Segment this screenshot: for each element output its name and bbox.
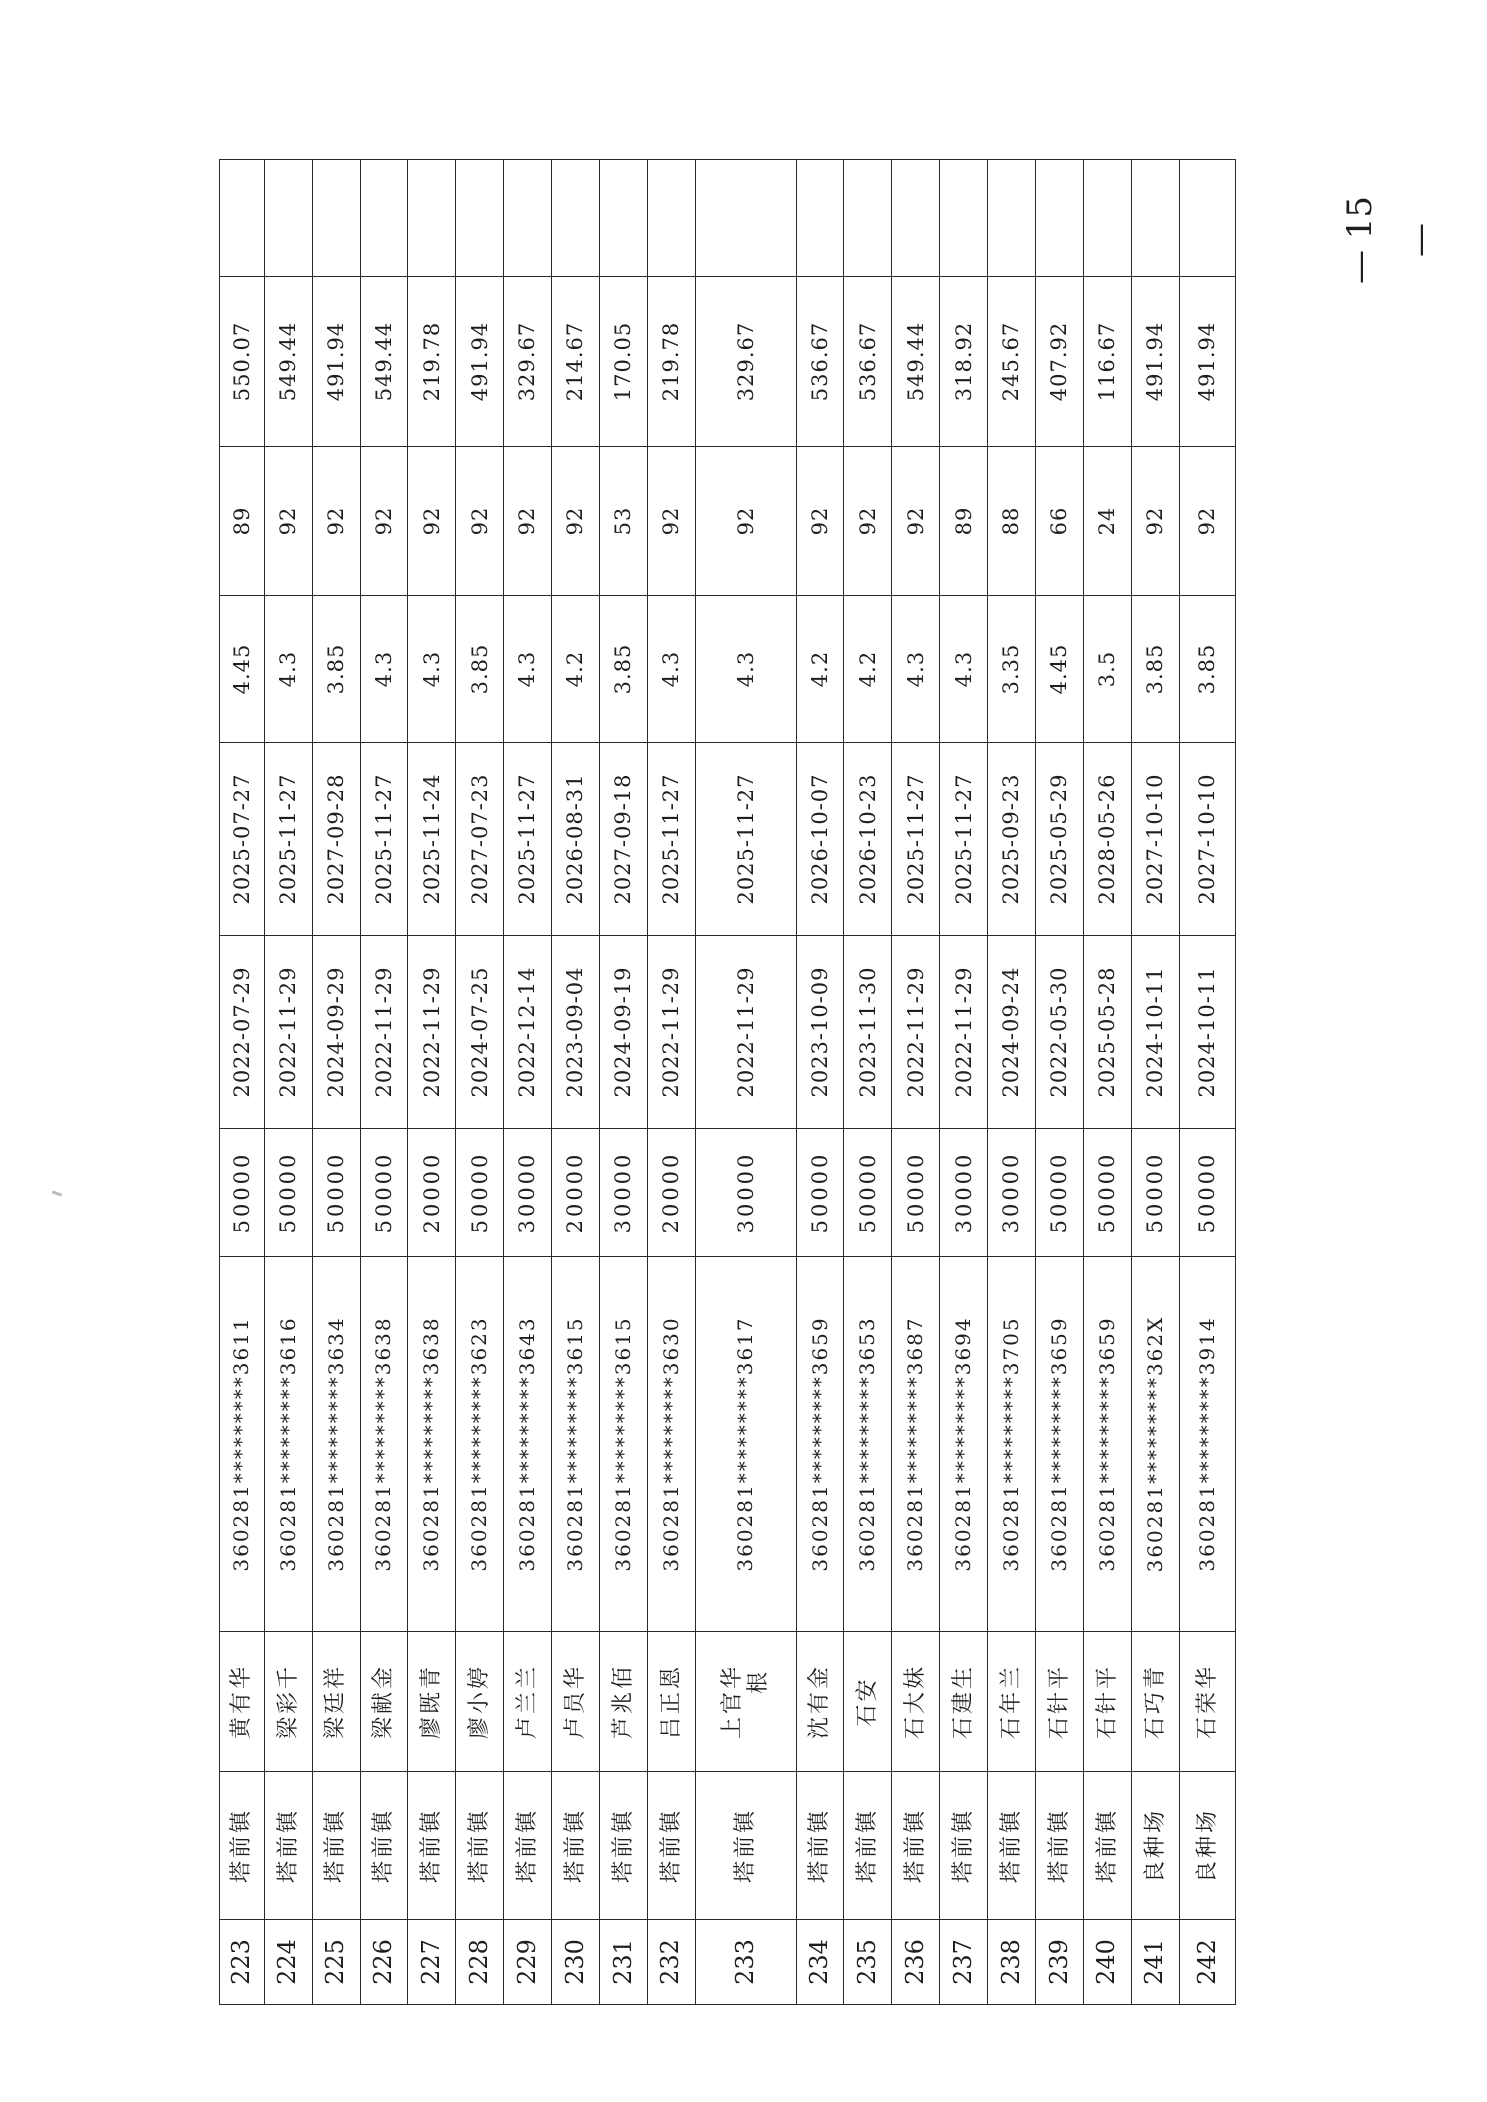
row-index-cell: 229 <box>504 1920 552 2005</box>
remarks-cell <box>844 160 892 277</box>
end-date-cell: 2028-05-26 <box>1083 743 1131 936</box>
remarks-cell <box>695 160 796 277</box>
remarks-cell <box>264 160 312 277</box>
start-date-cell: 2024-10-11 <box>1179 936 1235 1129</box>
end-date-cell: 2026-08-31 <box>552 743 600 936</box>
subsidy-amount-cell: 550.07 <box>220 277 265 447</box>
end-date-cell: 2025-11-27 <box>504 743 552 936</box>
page-number: — 15 — <box>1340 195 1440 285</box>
remarks-cell <box>1035 160 1083 277</box>
interest-rate-cell: 4.2 <box>844 596 892 743</box>
end-date-cell: 2026-10-07 <box>796 743 844 936</box>
loan-amount-cell: 50000 <box>1083 1129 1131 1257</box>
township-cell: 塔前镇 <box>892 1772 940 1920</box>
end-date-cell: 2027-09-18 <box>599 743 647 936</box>
id-number-cell: 360281*********3611 <box>220 1257 265 1632</box>
start-date-cell: 2023-10-09 <box>796 936 844 1129</box>
township-cell: 塔前镇 <box>220 1772 265 1920</box>
interest-days-cell: 92 <box>1179 447 1235 596</box>
borrower-name-cell: 卢员华 <box>552 1632 600 1772</box>
subsidy-amount-cell: 536.67 <box>796 277 844 447</box>
borrower-name-cell: 廖小婷 <box>456 1632 504 1772</box>
table-row <box>456 160 504 2005</box>
borrower-name-cell: 吕正恩 <box>647 1632 695 1772</box>
id-number-cell: 360281*********3653 <box>844 1257 892 1632</box>
id-number-cell: 360281*********3616 <box>264 1257 312 1632</box>
township-cell: 塔前镇 <box>408 1772 456 1920</box>
interest-days-cell: 92 <box>360 447 408 596</box>
borrower-name-line1: 上官华 <box>720 1664 746 1740</box>
loan-subsidy-table <box>219 159 1236 2005</box>
township-cell: 塔前镇 <box>360 1772 408 1920</box>
interest-rate-cell: 3.35 <box>988 596 1036 743</box>
subsidy-amount-cell: 407.92 <box>1035 277 1083 447</box>
subsidy-amount-cell: 219.78 <box>408 277 456 447</box>
interest-rate-cell: 4.3 <box>504 596 552 743</box>
borrower-name-cell <box>695 1632 796 1772</box>
subsidy-amount-cell: 491.94 <box>1131 277 1179 447</box>
start-date-cell: 2024-09-24 <box>988 936 1036 1129</box>
start-date-cell: 2024-09-19 <box>599 936 647 1129</box>
interest-rate-cell: 4.3 <box>408 596 456 743</box>
interest-days-cell: 92 <box>695 447 796 596</box>
borrower-name-cell: 石巧青 <box>1131 1632 1179 1772</box>
row-index-cell: 237 <box>940 1920 988 2005</box>
table-row <box>1083 160 1131 2005</box>
id-number-cell: 360281*********3914 <box>1179 1257 1235 1632</box>
rotated-table-wrapper <box>219 160 1236 2005</box>
start-date-cell: 2024-09-29 <box>312 936 360 1129</box>
township-cell: 塔前镇 <box>796 1772 844 1920</box>
start-date-cell: 2022-12-14 <box>504 936 552 1129</box>
id-number-cell: 360281*********3659 <box>1083 1257 1131 1632</box>
row-index-cell: 224 <box>264 1920 312 2005</box>
subsidy-amount-cell: 549.44 <box>360 277 408 447</box>
subsidy-amount-cell: 219.78 <box>647 277 695 447</box>
start-date-cell: 2022-11-29 <box>647 936 695 1129</box>
end-date-cell: 2027-07-23 <box>456 743 504 936</box>
township-cell: 塔前镇 <box>695 1772 796 1920</box>
start-date-cell: 2022-07-29 <box>220 936 265 1129</box>
remarks-cell <box>1083 160 1131 277</box>
subsidy-amount-cell: 549.44 <box>264 277 312 447</box>
start-date-cell: 2022-11-29 <box>264 936 312 1129</box>
remarks-cell <box>456 160 504 277</box>
interest-days-cell: 92 <box>796 447 844 596</box>
loan-amount-cell: 50000 <box>312 1129 360 1257</box>
table-row <box>796 160 844 2005</box>
end-date-cell: 2025-11-27 <box>647 743 695 936</box>
interest-rate-cell: 3.5 <box>1083 596 1131 743</box>
end-date-cell: 2025-11-27 <box>695 743 796 936</box>
row-index-cell: 233 <box>695 1920 796 2005</box>
row-index-cell: 236 <box>892 1920 940 2005</box>
interest-days-cell: 92 <box>647 447 695 596</box>
table-row <box>360 160 408 2005</box>
row-index-cell: 230 <box>552 1920 600 2005</box>
subsidy-amount-cell: 214.67 <box>552 277 600 447</box>
remarks-cell <box>647 160 695 277</box>
table-row <box>552 160 600 2005</box>
interest-rate-cell: 3.85 <box>312 596 360 743</box>
row-index-cell: 232 <box>647 1920 695 2005</box>
loan-amount-cell: 50000 <box>1179 1129 1235 1257</box>
start-date-cell: 2022-11-29 <box>940 936 988 1129</box>
interest-days-cell: 92 <box>504 447 552 596</box>
remarks-cell <box>312 160 360 277</box>
interest-days-cell: 24 <box>1083 447 1131 596</box>
table-row <box>988 160 1036 2005</box>
scan-speck <box>52 1190 62 1196</box>
end-date-cell: 2025-11-27 <box>264 743 312 936</box>
row-index-cell: 241 <box>1131 1920 1179 2005</box>
borrower-name-cell: 卢兰兰 <box>504 1632 552 1772</box>
subsidy-amount-cell: 170.05 <box>599 277 647 447</box>
end-date-cell: 2027-09-28 <box>312 743 360 936</box>
id-number-cell: 360281*********3630 <box>647 1257 695 1632</box>
township-cell: 塔前镇 <box>988 1772 1036 1920</box>
interest-rate-cell: 4.45 <box>220 596 265 743</box>
loan-amount-cell: 30000 <box>504 1129 552 1257</box>
table-row <box>892 160 940 2005</box>
loan-amount-cell: 50000 <box>1035 1129 1083 1257</box>
interest-rate-cell: 3.85 <box>1131 596 1179 743</box>
id-number-cell: 360281*********3634 <box>312 1257 360 1632</box>
table-row <box>504 160 552 2005</box>
borrower-name-line2: 根 <box>745 1669 771 1695</box>
interest-rate-cell: 3.85 <box>599 596 647 743</box>
table-row <box>1179 160 1235 2005</box>
remarks-cell <box>552 160 600 277</box>
table-row <box>312 160 360 2005</box>
remarks-cell <box>504 160 552 277</box>
remarks-cell <box>408 160 456 277</box>
start-date-cell: 2022-11-29 <box>360 936 408 1129</box>
row-index-cell: 231 <box>599 1920 647 2005</box>
subsidy-amount-cell: 329.67 <box>504 277 552 447</box>
borrower-name-cell: 石建生 <box>940 1632 988 1772</box>
interest-rate-cell: 4.2 <box>552 596 600 743</box>
interest-rate-cell: 4.2 <box>796 596 844 743</box>
subsidy-amount-cell: 245.67 <box>988 277 1036 447</box>
township-cell: 塔前镇 <box>940 1772 988 1920</box>
loan-amount-cell: 20000 <box>552 1129 600 1257</box>
start-date-cell: 2022-05-30 <box>1035 936 1083 1129</box>
row-index-cell: 235 <box>844 1920 892 2005</box>
end-date-cell: 2025-11-24 <box>408 743 456 936</box>
township-cell: 塔前镇 <box>647 1772 695 1920</box>
row-index-cell: 227 <box>408 1920 456 2005</box>
interest-days-cell: 92 <box>1131 447 1179 596</box>
interest-days-cell: 92 <box>408 447 456 596</box>
loan-amount-cell: 30000 <box>940 1129 988 1257</box>
table-row <box>647 160 695 2005</box>
borrower-name-cell: 梁彩千 <box>264 1632 312 1772</box>
subsidy-amount-cell: 318.92 <box>940 277 988 447</box>
interest-days-cell: 92 <box>892 447 940 596</box>
subsidy-amount-cell: 329.67 <box>695 277 796 447</box>
row-index-cell: 225 <box>312 1920 360 2005</box>
end-date-cell: 2026-10-23 <box>844 743 892 936</box>
subsidy-amount-cell: 491.94 <box>312 277 360 447</box>
borrower-name-cell: 梁献金 <box>360 1632 408 1772</box>
id-number-cell: 360281*********362X <box>1131 1257 1179 1632</box>
township-cell: 塔前镇 <box>1083 1772 1131 1920</box>
row-index-cell: 238 <box>988 1920 1036 2005</box>
borrower-name-cell: 芦兆佰 <box>599 1632 647 1772</box>
row-index-cell: 228 <box>456 1920 504 2005</box>
interest-days-cell: 92 <box>844 447 892 596</box>
remarks-cell <box>940 160 988 277</box>
id-number-cell: 360281*********3705 <box>988 1257 1036 1632</box>
loan-amount-cell: 50000 <box>844 1129 892 1257</box>
interest-rate-cell: 3.85 <box>456 596 504 743</box>
borrower-name-cell: 石安 <box>844 1632 892 1772</box>
interest-rate-cell: 4.45 <box>1035 596 1083 743</box>
borrower-name-cell: 梁廷祥 <box>312 1632 360 1772</box>
start-date-cell: 2024-07-25 <box>456 936 504 1129</box>
interest-rate-cell: 4.3 <box>360 596 408 743</box>
interest-days-cell: 89 <box>940 447 988 596</box>
start-date-cell: 2022-11-29 <box>695 936 796 1129</box>
loan-amount-cell: 50000 <box>264 1129 312 1257</box>
end-date-cell: 2025-07-27 <box>220 743 265 936</box>
id-number-cell: 360281*********3638 <box>360 1257 408 1632</box>
loan-amount-cell: 20000 <box>647 1129 695 1257</box>
table-row <box>1131 160 1179 2005</box>
township-cell: 塔前镇 <box>552 1772 600 1920</box>
subsidy-amount-cell: 116.67 <box>1083 277 1131 447</box>
end-date-cell: 2025-11-27 <box>940 743 988 936</box>
start-date-cell: 2025-05-28 <box>1083 936 1131 1129</box>
loan-amount-cell: 20000 <box>408 1129 456 1257</box>
table-row <box>695 160 796 2005</box>
interest-rate-cell: 4.3 <box>695 596 796 743</box>
table-row <box>599 160 647 2005</box>
interest-rate-cell: 4.3 <box>892 596 940 743</box>
remarks-cell <box>988 160 1036 277</box>
remarks-cell <box>796 160 844 277</box>
township-cell: 塔前镇 <box>599 1772 647 1920</box>
borrower-name-cell: 黄有华 <box>220 1632 265 1772</box>
table-row <box>1035 160 1083 2005</box>
township-cell: 塔前镇 <box>456 1772 504 1920</box>
interest-rate-cell: 4.3 <box>940 596 988 743</box>
start-date-cell: 2023-09-04 <box>552 936 600 1129</box>
start-date-cell: 2022-11-29 <box>892 936 940 1129</box>
borrower-name-cell: 石荣华 <box>1179 1632 1235 1772</box>
loan-amount-cell: 50000 <box>360 1129 408 1257</box>
loan-amount-cell: 30000 <box>988 1129 1036 1257</box>
end-date-cell: 2025-05-29 <box>1035 743 1083 936</box>
township-cell: 良种场 <box>1131 1772 1179 1920</box>
loan-amount-cell: 50000 <box>220 1129 265 1257</box>
row-index-cell: 239 <box>1035 1920 1083 2005</box>
id-number-cell: 360281*********3659 <box>796 1257 844 1632</box>
row-index-cell: 226 <box>360 1920 408 2005</box>
table-row <box>844 160 892 2005</box>
remarks-cell <box>220 160 265 277</box>
interest-days-cell: 88 <box>988 447 1036 596</box>
borrower-name-cell: 石针平 <box>1083 1632 1131 1772</box>
township-cell: 塔前镇 <box>312 1772 360 1920</box>
id-number-cell: 360281*********3694 <box>940 1257 988 1632</box>
interest-days-cell: 92 <box>264 447 312 596</box>
loan-amount-cell: 50000 <box>892 1129 940 1257</box>
borrower-name-cell: 石大妹 <box>892 1632 940 1772</box>
subsidy-amount-cell: 491.94 <box>456 277 504 447</box>
end-date-cell: 2025-11-27 <box>892 743 940 936</box>
remarks-cell <box>599 160 647 277</box>
borrower-name-cell: 沈有金 <box>796 1632 844 1772</box>
table-row <box>220 160 265 2005</box>
start-date-cell: 2022-11-29 <box>408 936 456 1129</box>
subsidy-amount-cell: 491.94 <box>1179 277 1235 447</box>
subsidy-amount-cell: 549.44 <box>892 277 940 447</box>
id-number-cell: 360281*********3615 <box>599 1257 647 1632</box>
row-index-cell: 234 <box>796 1920 844 2005</box>
id-number-cell: 360281*********3643 <box>504 1257 552 1632</box>
table-row <box>940 160 988 2005</box>
start-date-cell: 2023-11-30 <box>844 936 892 1129</box>
interest-days-cell: 89 <box>220 447 265 596</box>
interest-days-cell: 92 <box>456 447 504 596</box>
start-date-cell: 2024-10-11 <box>1131 936 1179 1129</box>
loan-amount-cell: 30000 <box>599 1129 647 1257</box>
end-date-cell: 2025-09-23 <box>988 743 1036 936</box>
id-number-cell: 360281*********3659 <box>1035 1257 1083 1632</box>
loan-amount-cell: 50000 <box>1131 1129 1179 1257</box>
interest-days-cell: 92 <box>552 447 600 596</box>
remarks-cell <box>892 160 940 277</box>
township-cell: 良种场 <box>1179 1772 1235 1920</box>
end-date-cell: 2025-11-27 <box>360 743 408 936</box>
table-row <box>264 160 312 2005</box>
borrower-name-cell: 石针平 <box>1035 1632 1083 1772</box>
interest-rate-cell: 3.85 <box>1179 596 1235 743</box>
loan-amount-cell: 50000 <box>456 1129 504 1257</box>
township-cell: 塔前镇 <box>1035 1772 1083 1920</box>
row-index-cell: 242 <box>1179 1920 1235 2005</box>
interest-days-cell: 66 <box>1035 447 1083 596</box>
end-date-cell: 2027-10-10 <box>1131 743 1179 936</box>
subsidy-amount-cell: 536.67 <box>844 277 892 447</box>
id-number-cell: 360281*********3617 <box>695 1257 796 1632</box>
row-index-cell: 240 <box>1083 1920 1131 2005</box>
id-number-cell: 360281*********3687 <box>892 1257 940 1632</box>
id-number-cell: 360281*********3638 <box>408 1257 456 1632</box>
borrower-name-cell: 石年兰 <box>988 1632 1036 1772</box>
interest-days-cell: 92 <box>312 447 360 596</box>
interest-days-cell: 53 <box>599 447 647 596</box>
row-index-cell: 223 <box>220 1920 265 2005</box>
remarks-cell <box>1131 160 1179 277</box>
interest-rate-cell: 4.3 <box>264 596 312 743</box>
interest-rate-cell: 4.3 <box>647 596 695 743</box>
table-row <box>408 160 456 2005</box>
end-date-cell: 2027-10-10 <box>1179 743 1235 936</box>
township-cell: 塔前镇 <box>844 1772 892 1920</box>
loan-amount-cell: 50000 <box>796 1129 844 1257</box>
borrower-name-cell: 廖既青 <box>408 1632 456 1772</box>
township-cell: 塔前镇 <box>264 1772 312 1920</box>
id-number-cell: 360281*********3623 <box>456 1257 504 1632</box>
remarks-cell <box>360 160 408 277</box>
id-number-cell: 360281*********3615 <box>552 1257 600 1632</box>
township-cell: 塔前镇 <box>504 1772 552 1920</box>
remarks-cell <box>1179 160 1235 277</box>
loan-amount-cell: 30000 <box>695 1129 796 1257</box>
